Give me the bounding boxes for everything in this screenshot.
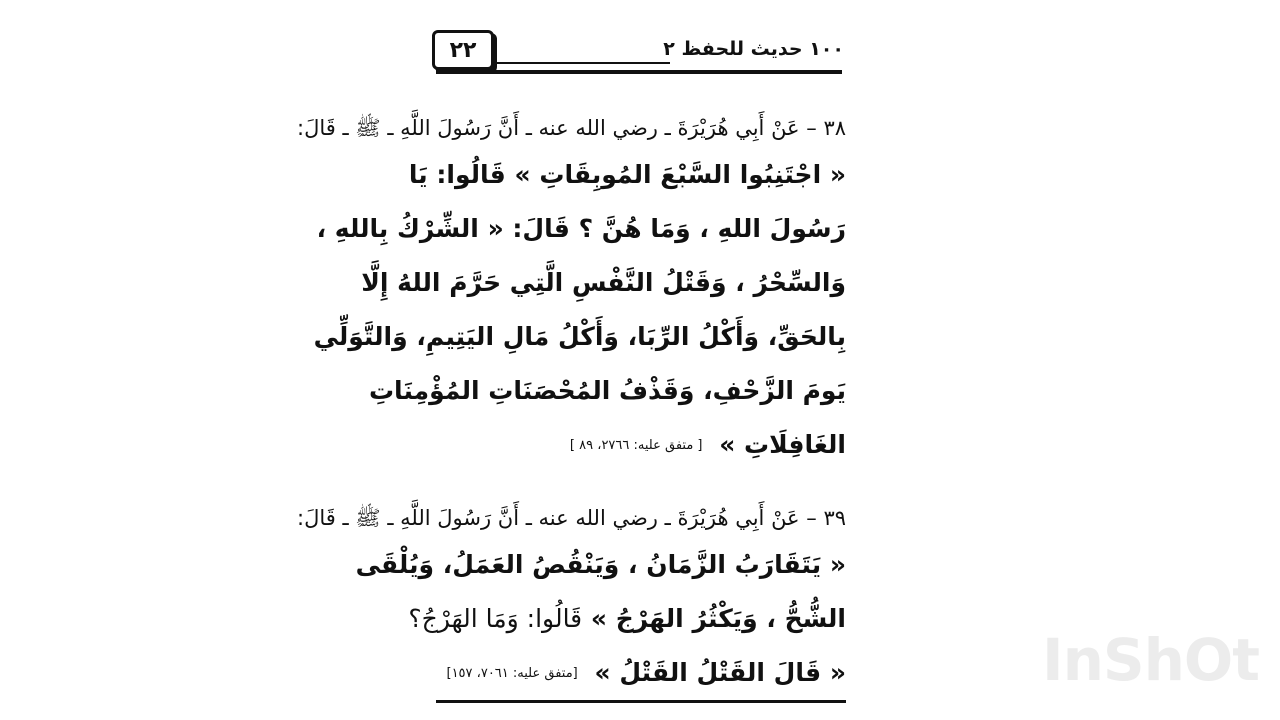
- page-number-box: [432, 30, 494, 70]
- hadith-38-line-6: [436, 418, 846, 472]
- hadith-39-reference: [متفق عليه: ٧٠٦١، ١٥٧]: [446, 666, 578, 681]
- hadith-39-line-1: « يَتَقَارَبُ الزَّمَانُ ، وَيَنْقُصُ العَمَلُ، وَيُلْقَى: [355, 550, 846, 579]
- hadith-38-line-6-text: الغَافِلَاتِ »: [719, 430, 846, 459]
- hadith-38-line-5: يَومَ الزَّحْفِ، وَقَذْفُ المُحْصَنَاتِ المُؤْمِنَاتِ: [368, 376, 846, 405]
- hadith-38-line-2: رَسُولَ اللهِ ، وَمَا هُنَّ ؟ قَالَ: « الشِّرْكُ بِاللهِ ،: [316, 214, 846, 243]
- header-underline: [494, 62, 670, 64]
- hadith-39: [297, 498, 846, 700]
- hadith-38-intro: ٣٨ – عَنْ أَبِي هُرَيْرَةَ ـ رضي الله عنه ـ أَنَّ رَسُولَ اللَّهِ ـ ﷺ ـ قَالَ:: [297, 116, 846, 140]
- hadith-39-line-3: [436, 646, 846, 700]
- hadith-38: [297, 108, 846, 472]
- hadith-38-line-1: « اجْتَنِبُوا السَّبْعَ المُوبِقَاتِ » قَالُوا: يَا: [408, 160, 846, 189]
- inshot-watermark: InShOt: [1042, 626, 1259, 694]
- book-title: ١٠٠ حديث للحفظ ٢: [663, 38, 844, 60]
- hadith-38-line-3: وَالسِّحْرُ ، وَقَتْلُ النَّفْسِ الَّتِي حَرَّمَ اللهُ إِلَّا: [361, 268, 846, 297]
- header-rule: [436, 70, 842, 74]
- hadith-39-line-2-bold: الشُّحُّ ، وَيَكْثُرُ الهَرْجُ »: [590, 604, 846, 633]
- hadith-39-line-2-normal: قَالُوا: وَمَا الهَرْجُ؟: [408, 604, 583, 633]
- hadith-38-line-4: بِالحَقِّ، وَأَكْلُ الرِّبَا، وَأَكْلُ مَالِ اليَتِيمِ، وَالتَّوَلِّي: [313, 322, 846, 351]
- hadith-38-reference: [ متفق عليه: ٢٧٦٦، ٨٩ ]: [569, 438, 703, 453]
- page-number: ٢٢: [449, 37, 477, 63]
- hadith-39-intro: ٣٩ – عَنْ أَبِي هُرَيْرَةَ ـ رضي الله عنه ـ أَنَّ رَسُولَ اللَّهِ ـ ﷺ ـ قَالَ:: [297, 506, 846, 530]
- footer-rule: [436, 700, 846, 703]
- hadith-39-line-3-text: « قَالَ القَتْلُ القَتْلُ »: [594, 658, 846, 687]
- hadith-39-line-2: [408, 592, 846, 646]
